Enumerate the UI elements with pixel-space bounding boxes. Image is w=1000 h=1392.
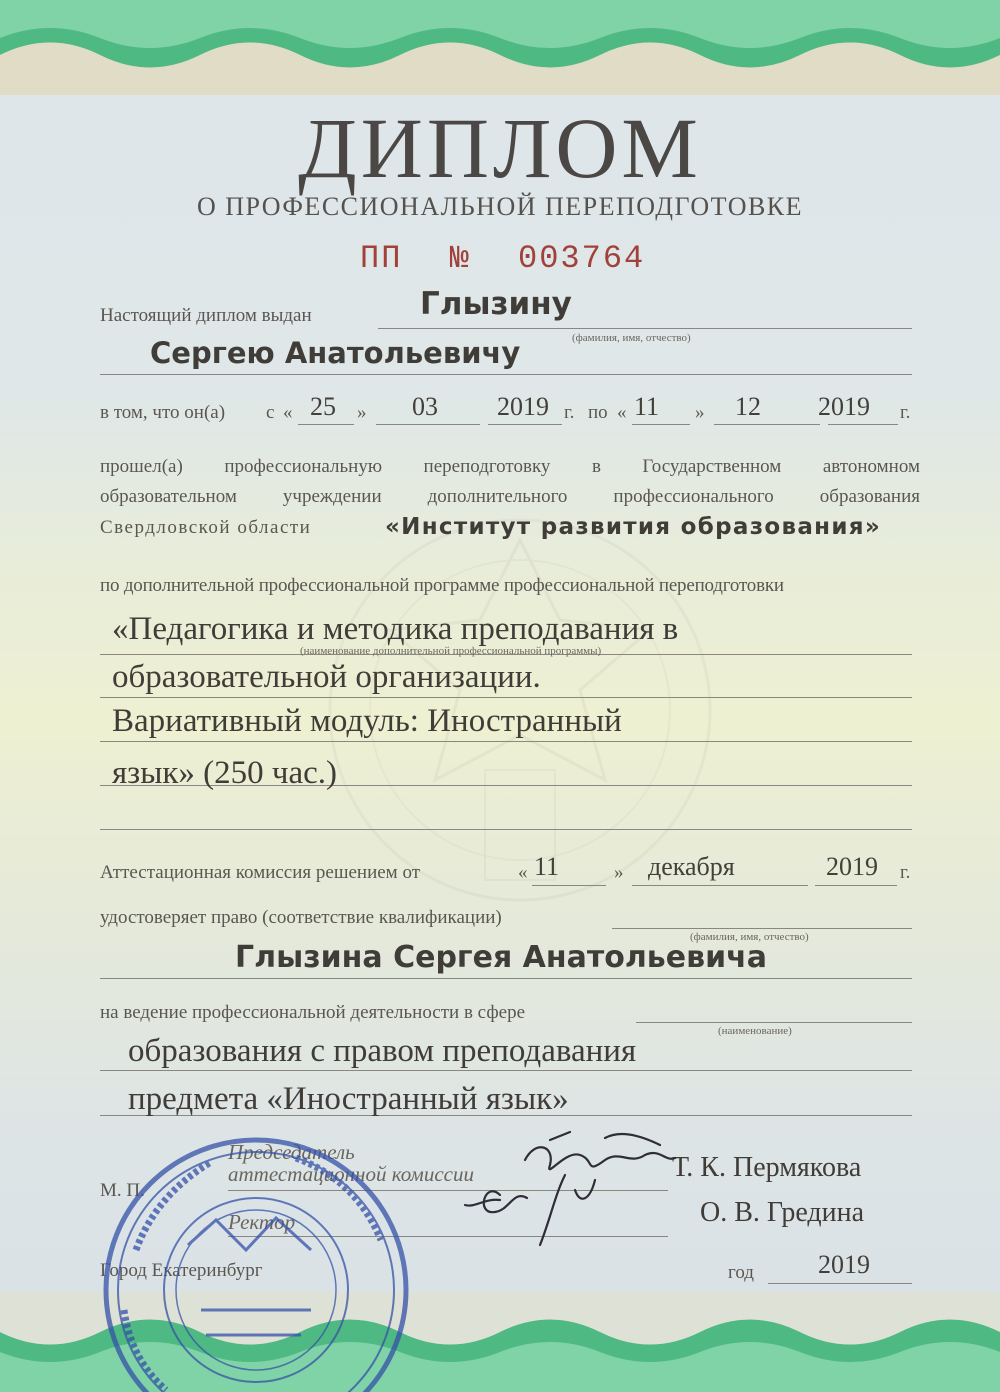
serial-number: 003764	[518, 240, 646, 277]
institution-line-1: прошел(а) профессиональную переподготовку в Государственном автономном	[100, 456, 920, 477]
name-hint: (фамилия, имя, отчество)	[572, 332, 691, 344]
program-title-line-3: Вариативный модуль: Иностранный	[112, 703, 622, 739]
from-month-line	[376, 424, 480, 425]
commission-open-quote: «	[518, 862, 528, 883]
issued-label: Настоящий диплом выдан	[100, 305, 312, 326]
from-open-quote: «	[283, 402, 293, 423]
commission-year: 2019	[826, 852, 878, 881]
to-month-line	[714, 424, 820, 425]
from-year: 2019	[497, 392, 549, 421]
rector-name: О. В. Гредина	[700, 1197, 865, 1228]
commission-label: Аттестационная комиссия решением от	[100, 862, 420, 883]
seal-place-label: М. П.	[100, 1180, 145, 1201]
diploma-subtitle: О ПРОФЕССИОНАЛЬНОЙ ПЕРЕПОДГОТОВКЕ	[196, 192, 804, 221]
period-from-prefix: с	[266, 402, 275, 423]
round-seal-stamp	[96, 1100, 416, 1392]
sphere-label: на ведение профессиональной деятельности в сфере	[100, 1002, 526, 1023]
program-title-line-2: образовательной организации.	[112, 659, 541, 695]
to-open-quote: «	[617, 402, 627, 423]
rector-title: Ректор	[228, 1210, 296, 1234]
chair-title-line-2: аттестационной комиссии	[228, 1162, 474, 1186]
from-day: 25	[310, 392, 336, 421]
commission-day-line	[532, 885, 606, 886]
from-year-suffix: г.	[564, 402, 575, 423]
to-year: 2019	[818, 392, 870, 421]
series-code: ПП	[360, 240, 403, 277]
commission-month: декабря	[648, 852, 735, 881]
to-day: 11	[634, 392, 660, 421]
diploma-number	[360, 240, 671, 277]
commission-month-line	[632, 885, 808, 886]
program-title-line-4: язык» (250 час.)	[112, 755, 338, 791]
commission-day: 11	[534, 852, 560, 881]
institution-name: «Институт развития образования»	[385, 514, 881, 540]
chair-name: Т. К. Пермякова	[672, 1152, 862, 1183]
holder-name: Глызина Сергея Анатольевича	[235, 940, 767, 975]
sphere-text-line-1: образования с правом преподавания	[128, 1033, 637, 1069]
to-day-line	[632, 424, 690, 425]
program-label: по дополнительной профессиональной программе профессиональной переподготовки	[100, 575, 784, 596]
certifies-label: удостоверяет право (соответствие квалификации)	[100, 907, 502, 928]
institution-text	[100, 452, 920, 512]
period-to-prefix: по	[588, 402, 608, 423]
to-year-line	[828, 424, 898, 425]
chair-title-line-1: Председатель	[228, 1140, 355, 1164]
to-year-suffix: г.	[900, 402, 911, 423]
recipient-given-names: Сергею Анатольевичу	[150, 336, 521, 370]
surname-line	[378, 328, 912, 329]
sphere-line-1	[100, 1070, 912, 1071]
program-line-5	[100, 829, 912, 830]
footer-year-line	[768, 1283, 912, 1284]
program-hint: (наименование дополнительной профессиональной программы)	[300, 645, 602, 657]
recipient-surname: Глызину	[420, 286, 572, 322]
top-guilloche-border	[0, 0, 1000, 95]
footer-year: 2019	[818, 1250, 870, 1279]
holder-line	[100, 978, 912, 979]
to-close-quote: »	[695, 402, 705, 423]
from-year-line	[488, 424, 562, 425]
commission-close-quote: »	[614, 862, 624, 883]
number-sign: №	[449, 240, 471, 277]
from-month: 03	[412, 392, 438, 421]
from-day-line	[298, 424, 354, 425]
commission-year-suffix: г.	[900, 862, 911, 883]
year-label: год	[728, 1262, 754, 1283]
institution-line-2: образовательном учреждении дополнительного профессионального образования	[100, 486, 920, 507]
program-title-line-1: «Педагогика и методика преподавания в	[112, 611, 679, 647]
to-month: 12	[735, 392, 761, 421]
diploma-title: ДИПЛОМ	[298, 100, 702, 196]
city-label: Город Екатеринбург	[100, 1260, 263, 1281]
sphere-text-line-2: предмета «Иностранный язык»	[128, 1081, 569, 1117]
commission-year-line	[815, 885, 897, 886]
institution-region: Свердловской области	[100, 517, 312, 538]
holder-hint: (фамилия, имя, отчество)	[690, 931, 809, 943]
given-names-line	[100, 374, 912, 375]
handwritten-signatures	[455, 1120, 705, 1260]
program-line-2	[100, 697, 912, 698]
sphere-hint: (наименование)	[718, 1025, 792, 1037]
program-line-3	[100, 741, 912, 742]
from-close-quote: »	[357, 402, 367, 423]
period-lead: в том, что он(а)	[100, 402, 226, 423]
sphere-line-0	[636, 1022, 912, 1023]
certifies-line	[612, 928, 912, 929]
